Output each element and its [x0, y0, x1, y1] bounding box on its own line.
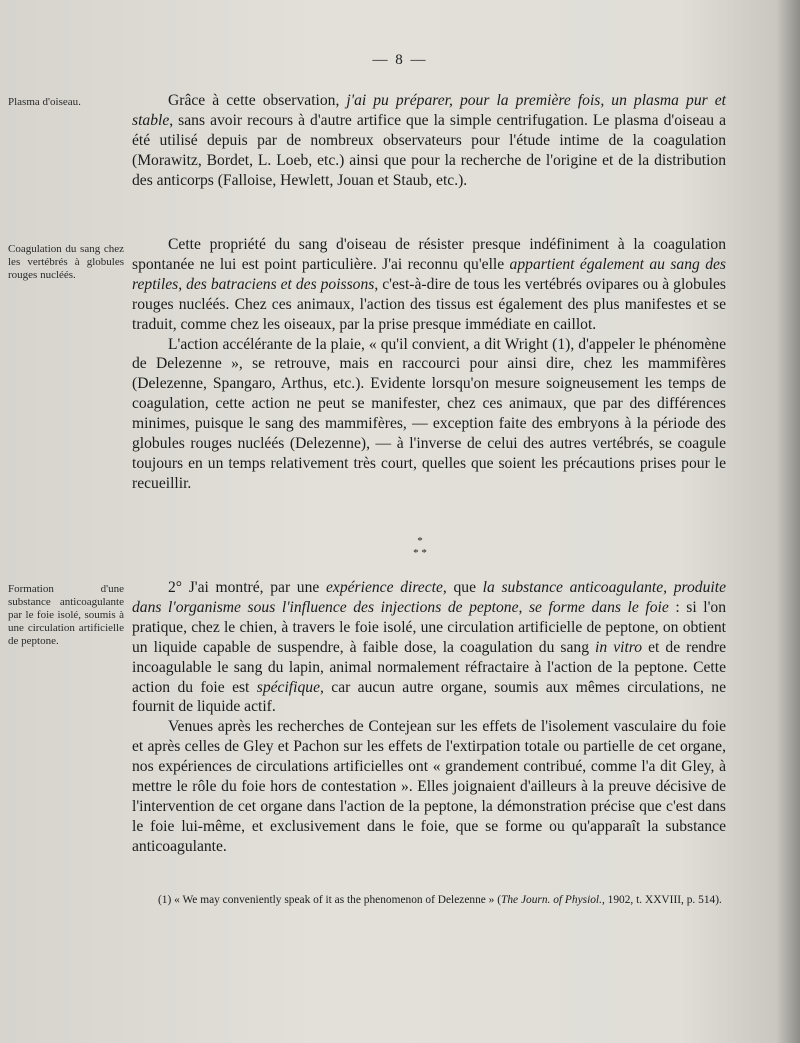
section-plasma [132, 91, 726, 191]
asterism-separator: * * * [413, 535, 427, 559]
section-coagulation [132, 235, 726, 494]
footnote: (1) « We may conveniently speak of it as the phenomenon of Delezenne » (The Journ. of Physiol., 1902, t. XXVIII, p. 514). [158, 894, 722, 906]
paragraph: L'action accélérante de la plaie, « qu'il convient, a dit Wright (1), d'appeler le phénomène de Delezenne », se retrouve, mais en raccourci pour ainsi dire, chez les mammifères (Delezenne, Spangaro, Arthus, etc.). Evidente lorsqu'on mesure soigneusement les temps de coagulation, cette action ne peut se manifester, chez ces animaux, que par des différences minimes, puisque le sang des mammifères, — exception faite des embryons à la période des globules rouges nucléés (Delezenne), — à l'inverse de celui des autres vertébrés, se coagule toujours en un temps relativement très court, quelles que soient les précautions prises pour le recueillir. [132, 335, 726, 492]
section-anticoagulant [132, 578, 726, 857]
page-number: — 8 — [372, 52, 428, 68]
margin-note-coagulation: Coagulation du sang chez les vertébrés à globules rouges nucléés. [8, 243, 124, 281]
margin-note-formation: Formation d'une substance anticoagulante par le foie isolé, soumis à une circulation artificielle de peptone. [8, 583, 124, 647]
paragraph: Venues après les recherches de Contejean sur les effets de l'isolement vasculaire du foie et après celles de Gley et Pachon sur les effets de l'extirpation totale ou partielle de cet organe, nos expériences de circulations artificielles ont « grandement contribué, comme l'a dit Gley, à mettre le rôle du foie hors de contestation ». Elles joignaient d'ailleurs à la preuve décisive de l'intervention de cet organe dans l'action de la peptone, la démonstration précise que c'est dans le foie lui-même, et exclusivement dans le foie, que se forme ou qu'apparaît la substance anticoagulante. [132, 718, 726, 855]
paragraph: Grâce à cette observation, j'ai pu préparer, pour la première fois, un plasma pur et stable, sans avoir recours à d'autre artifice que la simple centrifugation. Le plasma d'oiseau a été utilisé depuis par de nombreux observateurs pour l'étude intime de la coagulation (Morawitz, Bordet, L. Loeb, etc.) ainsi que pour la recherche de l'origine et de la distribution des anticorps (Falloise, Hewlett, Jouan et Staub, etc.). [132, 92, 726, 189]
paragraph: Cette propriété du sang d'oiseau de résister presque indéfiniment à la coagulation spontanée ne lui est point particulière. J'ai reconnu qu'elle appartient également au sang des reptiles, des batraciens et des poissons, c'est-à-dire de tous les vertébrés ovipares ou à globules rouges nucléés. Chez ces animaux, l'action des tissus est également des plus manifestes et se traduit, comme chez les oiseaux, par la prise presque immédiate en caillot. [132, 236, 726, 333]
margin-note-plasma: Plasma d'oiseau. [8, 96, 81, 108]
paragraph: 2° J'ai montré, par une expérience directe, que la substance anticoagulante, produite dans l'organisme sous l'influence des injections de peptone, se forme dans le foie : si l'on pratique, chez le chien, à travers le foie isolé, une circulation artificielle de peptone, on obtient un liquide capable de suspendre, à faible dose, la coagulation du sang in vitro et de rendre incoagulable le sang du lapin, animal normalement réfractaire à l'action de la peptone. Cette action du foie est spécifique, car aucun autre organe, soumis aux mêmes circulations, ne fournit de liquide actif. [132, 579, 726, 716]
